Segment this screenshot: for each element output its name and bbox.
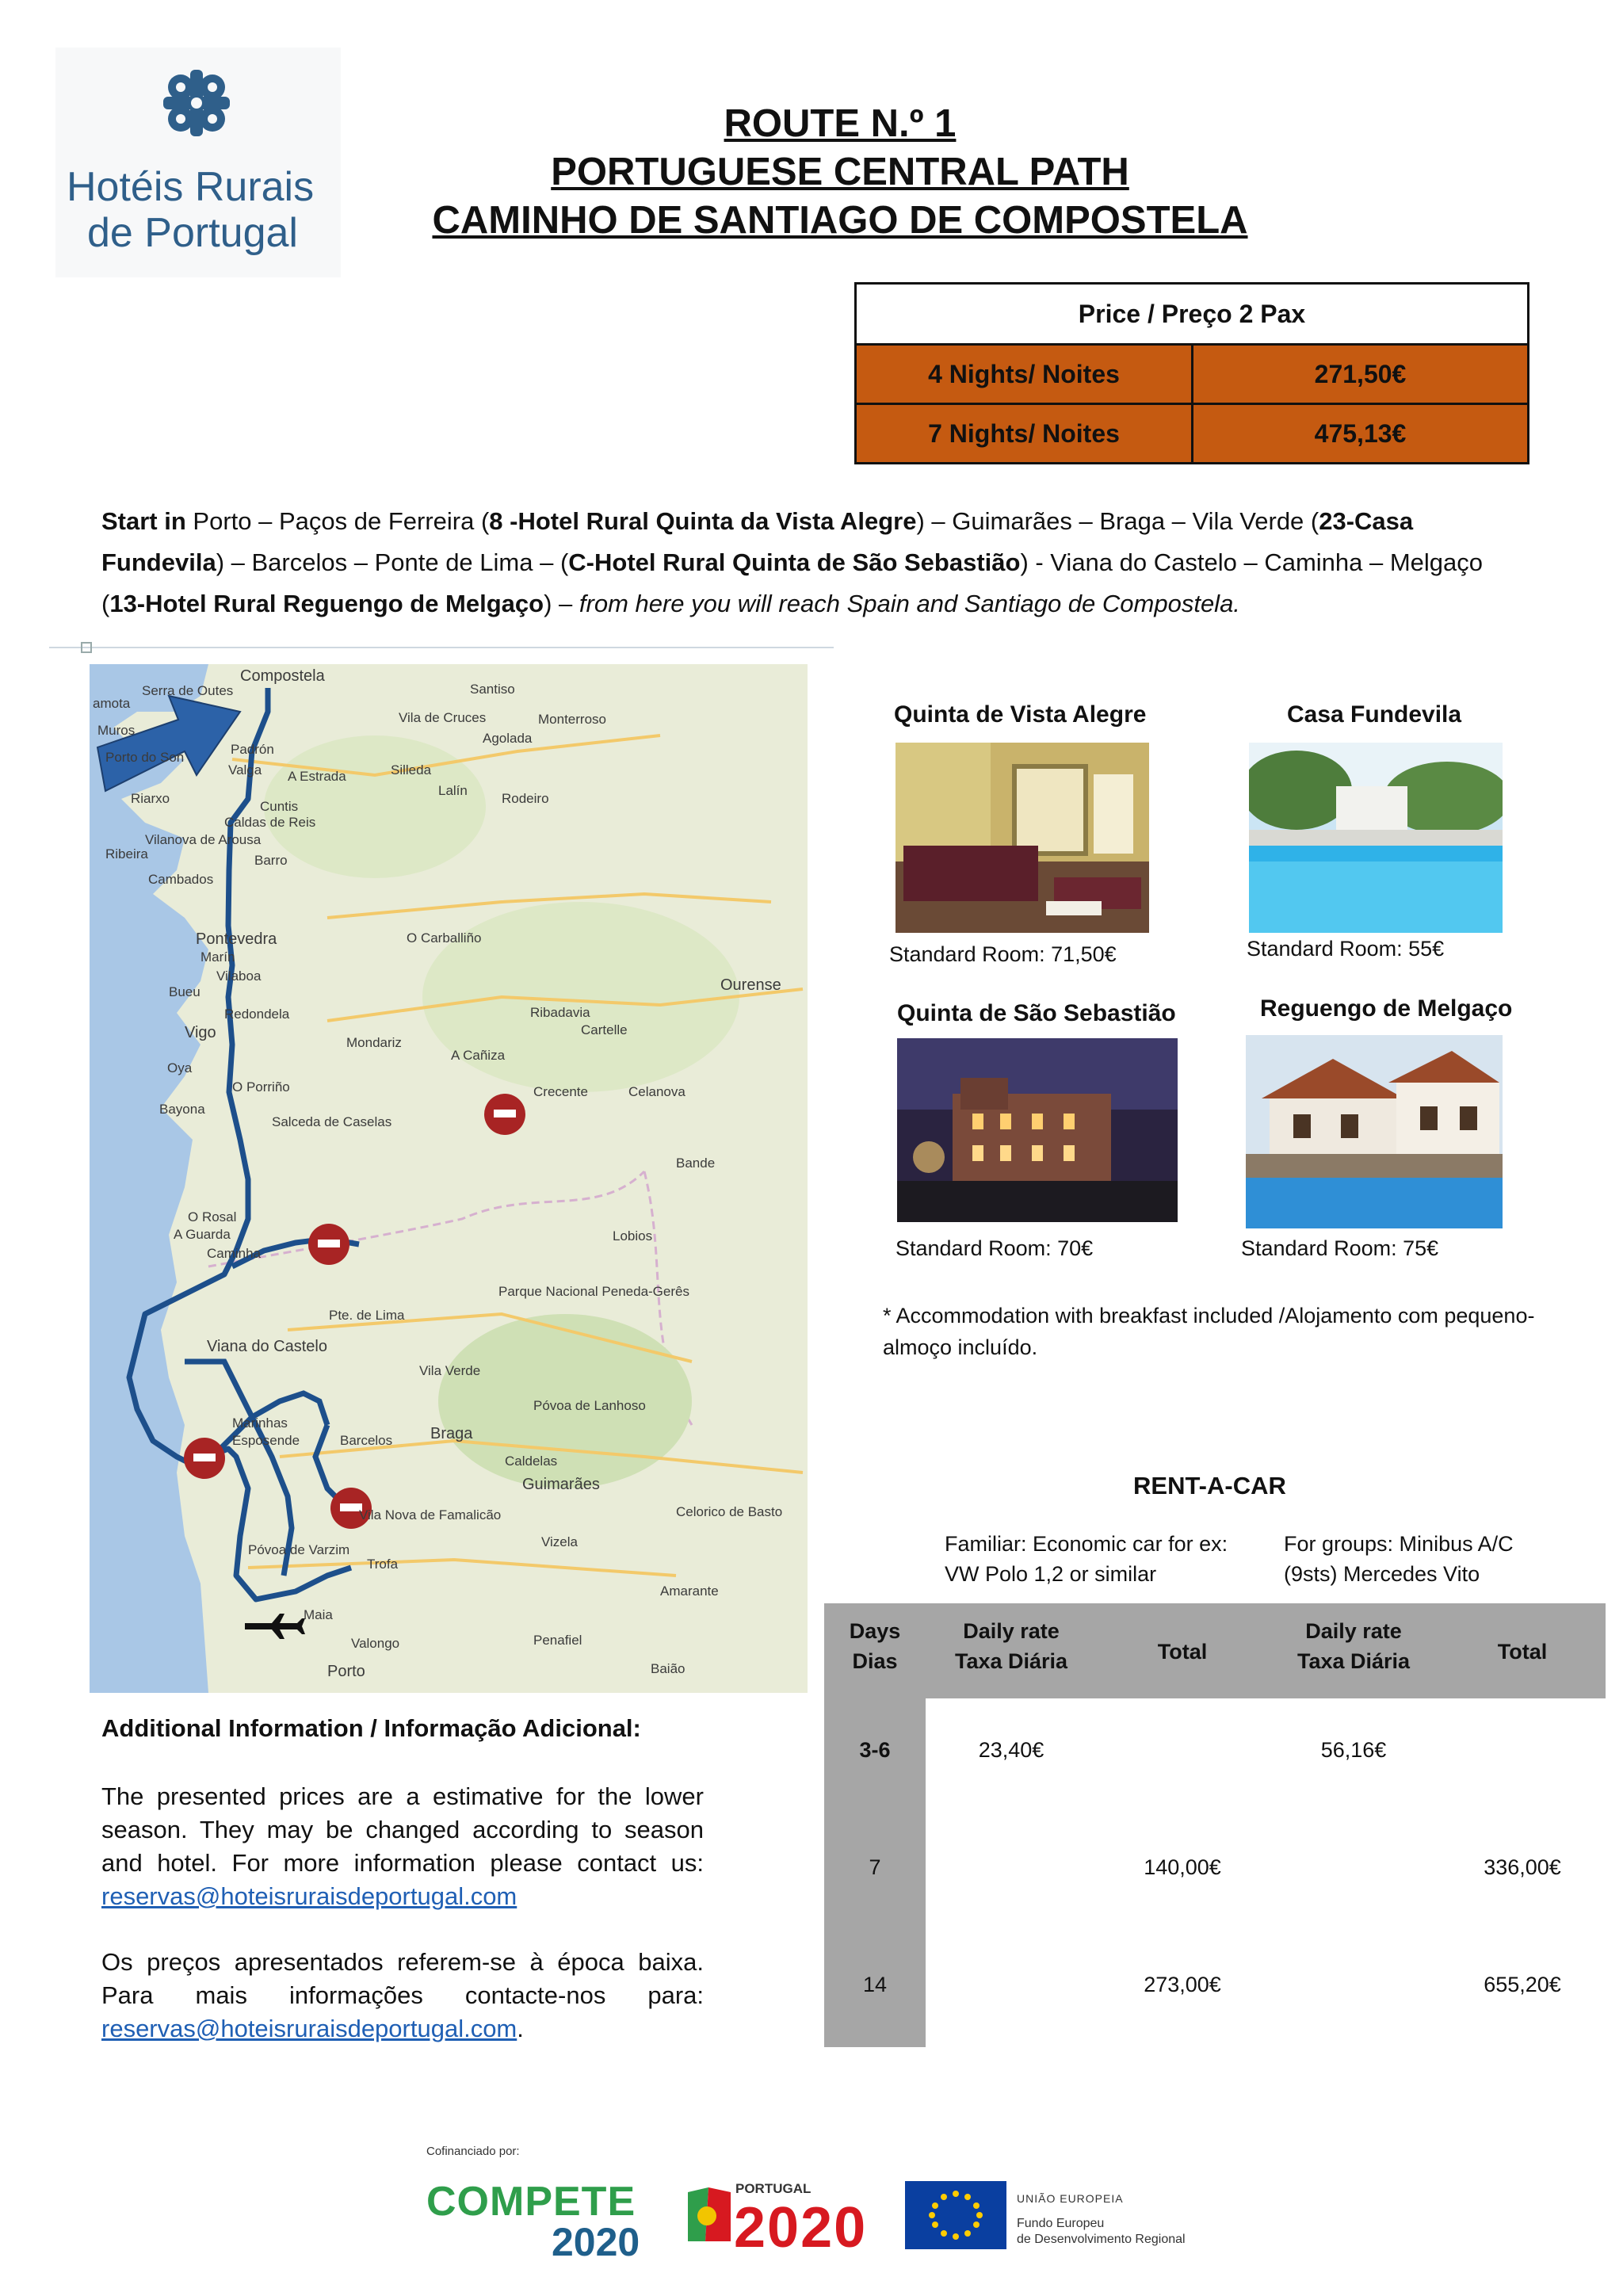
map-label: Amarante (660, 1584, 719, 1599)
familiar-car-desc (945, 1529, 1228, 1589)
map-label: Caldelas (505, 1454, 558, 1469)
map-label: Vigo (185, 1024, 216, 1041)
map-label: Salceda de Caselas (272, 1114, 392, 1129)
title-line-3: CAMINHO DE SANTIAGO DE COMPOSTELA (432, 199, 1248, 242)
map-label: amota (93, 696, 131, 711)
header-taxa-diaria: Taxa Diária (954, 1649, 1068, 1673)
map-label: Lobios (613, 1228, 653, 1244)
map-label: Santiso (470, 682, 515, 697)
rac-header-grp-total: Total (1497, 1640, 1548, 1664)
compete-logo-text: COMPETE (426, 2179, 636, 2225)
map-label: Baião (651, 1661, 685, 1676)
map-label: Póvoa de Lanhoso (533, 1398, 646, 1413)
route-text-2: ) – Guimarães – Braga – Vila Verde ( (916, 507, 1319, 535)
map-label: Bande (676, 1156, 716, 1171)
map-label: Ourense (720, 976, 781, 994)
airport-plane-icon (245, 1614, 305, 1639)
rent-a-car-title: RENT-A-CAR (1133, 1472, 1286, 1499)
map-label: Oya (167, 1060, 193, 1075)
price-row-nights: 7 Nights/ Noites (857, 405, 1193, 462)
hotel-name: Quinta de São Sebastião (897, 1000, 1176, 1026)
portugal-2020-flag-icon (685, 2184, 734, 2244)
additional-info-en (101, 1780, 704, 1913)
map-label: A Estrada (288, 769, 346, 784)
hotel-price: Standard Room: 55€ (1247, 937, 1445, 961)
route-start-label: Start in (101, 507, 186, 535)
price-row-7-nights (857, 403, 1527, 462)
eu-fund-label (1017, 2216, 1186, 2248)
hotel-marker-icon (308, 1224, 349, 1265)
additional-info-pt (101, 1946, 704, 2046)
hotel-name: Quinta de Vista Alegre (894, 701, 1147, 728)
price-table-header: Price / Preço 2 Pax (857, 285, 1527, 346)
map-label: Maia (304, 1607, 333, 1622)
map-label: A Cañiza (451, 1048, 506, 1063)
map-label: Padrón (231, 742, 274, 757)
map-label: Celorico de Basto (676, 1504, 783, 1519)
map-label: Guimarães (522, 1476, 600, 1493)
map-label: Vila de Cruces (399, 710, 487, 725)
hotel-price: Standard Room: 75€ (1241, 1236, 1439, 1260)
rac-fam-total-cell: 140,00€ (1144, 1855, 1221, 1879)
rac-header-fam-daily (926, 1616, 1097, 1676)
page-title (412, 100, 1268, 245)
hotel-marker-icon (484, 1094, 525, 1135)
logo-ornament-icon (157, 63, 236, 143)
rent-a-car-table (824, 1603, 1606, 2047)
rac-days-cell: 7 (869, 1855, 881, 1879)
route-text-3: ) – Barcelos – Ponte de Lima – ( (216, 548, 569, 576)
map-label: Mondariz (346, 1035, 402, 1050)
photo-house-pool-icon (1246, 1035, 1503, 1228)
title-line-2: PORTUGUESE CENTRAL PATH (551, 151, 1129, 193)
map-label: A Guarda (174, 1227, 231, 1242)
map-label: Rodeiro (502, 791, 549, 806)
hotel-name: Reguengo de Melgaço (1260, 995, 1513, 1022)
cofinanciado-label: Cofinanciado por: (426, 2145, 520, 2158)
eu-flag-icon (905, 2181, 1006, 2249)
hotel-price: Standard Room: 71,50€ (889, 942, 1117, 966)
map-label: Barro (254, 853, 288, 868)
photo-night-building-icon (897, 1038, 1178, 1222)
map-label: Vila Nova de Famalicão (359, 1507, 502, 1522)
map-label: Ribeira (105, 846, 148, 861)
logo-text-line1: Hotéis Rurais (67, 164, 315, 210)
header-dias: Dias (852, 1649, 898, 1673)
map-label: Vila Verde (419, 1363, 481, 1378)
eu-label: UNIÃO EUROPEIA (1017, 2192, 1124, 2205)
map-label: Monterroso (538, 712, 606, 727)
header-days: Days (849, 1619, 901, 1643)
hotel-photo-reguengo-melgaco (1246, 1035, 1503, 1228)
map-label: Marinhas (232, 1415, 288, 1431)
map-label: O Porriño (232, 1079, 290, 1095)
route-text-1: Porto – Paços de Ferreira ( (185, 507, 490, 535)
map-label: Silleda (391, 762, 432, 777)
route-italic-note: from here you will reach Spain and Santiago de Compostela. (579, 590, 1240, 617)
map-label: Póvoa de Varzim (248, 1542, 350, 1557)
rac-grp-daily-cell: 56,16€ (1320, 1738, 1387, 1762)
map-label: Bayona (159, 1102, 205, 1117)
rac-fam-total-cell: 273,00€ (1144, 1973, 1221, 1996)
map-label: Serra de Outes (142, 683, 234, 698)
title-line-1: ROUTE N.º 1 (724, 102, 957, 145)
map-graphic (90, 664, 808, 1693)
map-handle-icon (81, 642, 92, 653)
price-row-price: 271,50€ (1314, 359, 1407, 388)
map-label: Parque Nacional Peneda-Gerês (498, 1284, 689, 1299)
map-label: Muros (97, 723, 136, 738)
map-label: O Rosal (188, 1209, 237, 1224)
group-desc-line2: (9sts) Mercedes Vito (1284, 1562, 1480, 1586)
rac-grp-total-cell: 336,00€ (1484, 1855, 1561, 1879)
map-label: Barcelos (340, 1433, 393, 1448)
price-row-4-nights (857, 346, 1527, 403)
route-description (101, 501, 1496, 625)
map-label: Valongo (351, 1636, 400, 1651)
portugal-label: PORTUGAL (735, 2181, 812, 2196)
map-label: Cambados (148, 872, 214, 887)
rac-days-cell: 14 (862, 1973, 888, 1996)
map-label: Lalín (438, 783, 468, 798)
group-desc-line1: For groups: Minibus A/C (1284, 1532, 1514, 1556)
map-label: Penafiel (533, 1633, 582, 1648)
map-label: Agolada (483, 731, 533, 746)
map-label: O Carballiño (407, 930, 482, 946)
price-row-price: 475,13€ (1314, 418, 1407, 448)
map-label: Viana do Castelo (207, 1338, 327, 1355)
map-label: Trofa (367, 1557, 399, 1572)
map-label: Cartelle (581, 1022, 628, 1037)
hotel-marker-icon (184, 1438, 225, 1479)
map-label: Vizela (541, 1534, 578, 1549)
hotel-photo-quinta-vista-alegre (896, 743, 1149, 933)
rac-header-grp-daily (1268, 1616, 1439, 1676)
header-taxa-diaria: Taxa Diária (1296, 1649, 1411, 1673)
header-daily-rate: Daily rate (963, 1619, 1060, 1643)
fund-line2: de Desenvolvimento Regional (1017, 2233, 1186, 2246)
logo (55, 48, 341, 277)
map-label: Vilaboa (216, 968, 262, 984)
map-label: Riarxo (131, 791, 170, 806)
route-map (90, 664, 808, 1693)
email-link[interactable]: reservas@hoteisruraisdeportugal.com (101, 1882, 517, 1910)
map-label: Braga (430, 1425, 473, 1442)
familiar-desc-line2: VW Polo 1,2 or similar (945, 1562, 1157, 1586)
photo-pool-icon (1249, 743, 1503, 933)
rac-header-fam-total: Total (1157, 1640, 1208, 1664)
hotel-name: Casa Fundevila (1287, 701, 1462, 728)
map-label: Esposende (232, 1433, 300, 1448)
additional-text-en: The presented prices are a estimative for the lower season. They may be changed according to season and hotel. For more information please contact us: (101, 1782, 704, 1877)
map-label: Marín (200, 949, 235, 965)
additional-info-title: Additional Information / Informação Adicional: (101, 1714, 641, 1742)
hotel-photo-casa-fundevila (1249, 743, 1503, 933)
map-label: Porto do Son (105, 750, 185, 765)
map-label: Vilanova de Arousa (145, 832, 262, 847)
map-frame-line (49, 647, 834, 648)
compete-logo-year: 2020 (552, 2220, 640, 2264)
map-label: Bueu (169, 984, 200, 999)
photo-living-room-icon (896, 743, 1149, 933)
map-label: Porto (327, 1663, 365, 1680)
price-row-nights: 4 Nights/ Noites (857, 346, 1193, 403)
additional-text-pt: Os preços apresentados referem-se à época baixa. Para mais informações contacte-nos para: (101, 1948, 704, 2009)
email-link[interactable]: reservas@hoteisruraisdeportugal.com (101, 2015, 517, 2042)
hotel-photo-quinta-sao-sebastiao (897, 1038, 1178, 1222)
route-text-4: ) - Viana do Castelo – Caminha – Melgaço ( (101, 548, 1484, 617)
price-table (854, 282, 1529, 464)
hotel-price: Standard Room: 70€ (896, 1236, 1094, 1260)
map-label: Redondela (224, 1007, 290, 1022)
map-label: Valga (228, 762, 262, 777)
map-label: Celanova (628, 1084, 685, 1099)
map-label: Pte. de Lima (329, 1308, 405, 1323)
email-suffix: . (517, 2015, 524, 2042)
route-text-5: ) – (544, 590, 579, 617)
rac-fam-daily-cell: 23,40€ (978, 1738, 1044, 1762)
route-hotel-1: 8 -Hotel Rural Quinta da Vista Alegre (489, 507, 917, 535)
group-car-desc (1284, 1529, 1514, 1589)
map-label: Cuntis (260, 799, 299, 814)
rac-header-days (824, 1616, 926, 1676)
familiar-desc-line1: Familiar: Economic car for ex: (945, 1532, 1228, 1556)
rac-days-cell: 3-6 (859, 1738, 891, 1762)
route-hotel-4: 13-Hotel Rural Reguengo de Melgaço (109, 590, 544, 617)
map-label: Compostela (240, 667, 325, 685)
route-hotel-3: C-Hotel Rural Quinta de São Sebastião (568, 548, 1021, 576)
map-label: Caminha (207, 1246, 262, 1261)
fund-line1: Fundo Europeu (1017, 2217, 1105, 2230)
accommodation-note: * Accommodation with breakfast included /Alojamento com pequeno-almoço incluído. (883, 1304, 1535, 1359)
logo-text-line2: de Portugal (87, 210, 298, 256)
portugal-2020-year: 2020 (734, 2196, 868, 2260)
map-label: Crecente (533, 1084, 588, 1099)
map-label: Pontevedra (196, 930, 277, 948)
map-label: Caldas de Reis (224, 815, 316, 830)
header-daily-rate: Daily rate (1305, 1619, 1402, 1643)
map-label: Ribadavia (530, 1005, 590, 1020)
rac-grp-total-cell: 655,20€ (1484, 1973, 1561, 1996)
route-hotel-2: 23-Casa Fundevila (101, 507, 1414, 576)
